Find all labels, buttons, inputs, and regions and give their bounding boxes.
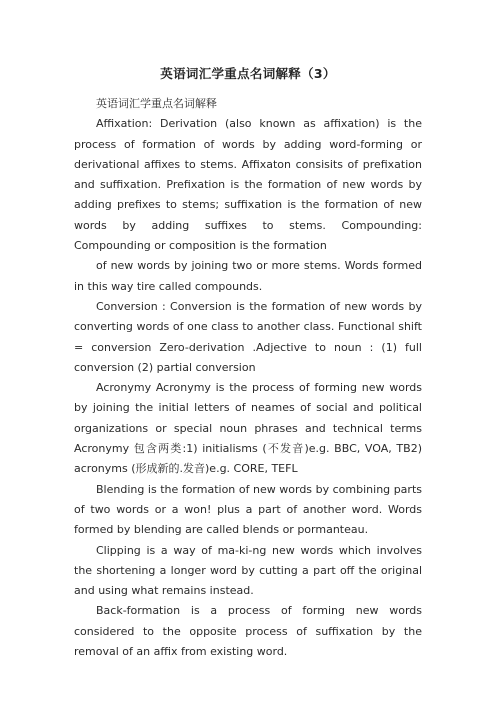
paragraph-blending: Blending is the formation of new words by combining parts of two words or a won! plus a part of another word. Words formed by blending are called blends or pormanteau. <box>74 482 422 537</box>
paragraph-back-formation: Back-formation is a process of forming new words considered to the opposite process of suffixation by the removal of an affix from existing word. <box>74 604 422 659</box>
paragraph-acronymy: Acronymy Acronymy is the process of forming new words by joining the initial letters of neames of social and political organizations or special noun phrases and technical terms Acronymy 包含两类:1) initialisms (不发音)e.g. BBC, VOA, TB2) acronyms (形成新的.发音)e.g. CORE, TEFL <box>74 381 422 476</box>
paragraph-conversion: Conversion : Conversion is the formation of new words by converting words of one class to another class. Functional shift = conversion Zero-derivation .Adjective to noun : (1) full conversion (2) partial conversion <box>74 299 422 374</box>
document-subtitle: 英语词汇学重点名词解释 <box>96 97 217 110</box>
paragraph-compounding-continued: of new words by joining two or more stems. Words formed in this way tire called compounds. <box>74 259 422 293</box>
paragraph-affixation: Affixation: Derivation (also known as affixation) is the process of formation of words by adding word-forming or derivational affixes to stems. Affixaton consisits of prefixation and suffixation. Prefixation is the formation of new words by adding prefixes to stems; suffixation is the formation of new words by adding suffixes to stems. Compounding: Compounding or composition is the formation <box>74 117 422 253</box>
document-title: 英语词汇学重点名词解释（3） <box>160 66 336 81</box>
paragraph-clipping: Clipping is a way of ma-ki-ng new words which involves the shortening a longer word by cutting a part off the original and using what remains instead. <box>74 543 422 598</box>
document-body <box>74 94 422 662</box>
